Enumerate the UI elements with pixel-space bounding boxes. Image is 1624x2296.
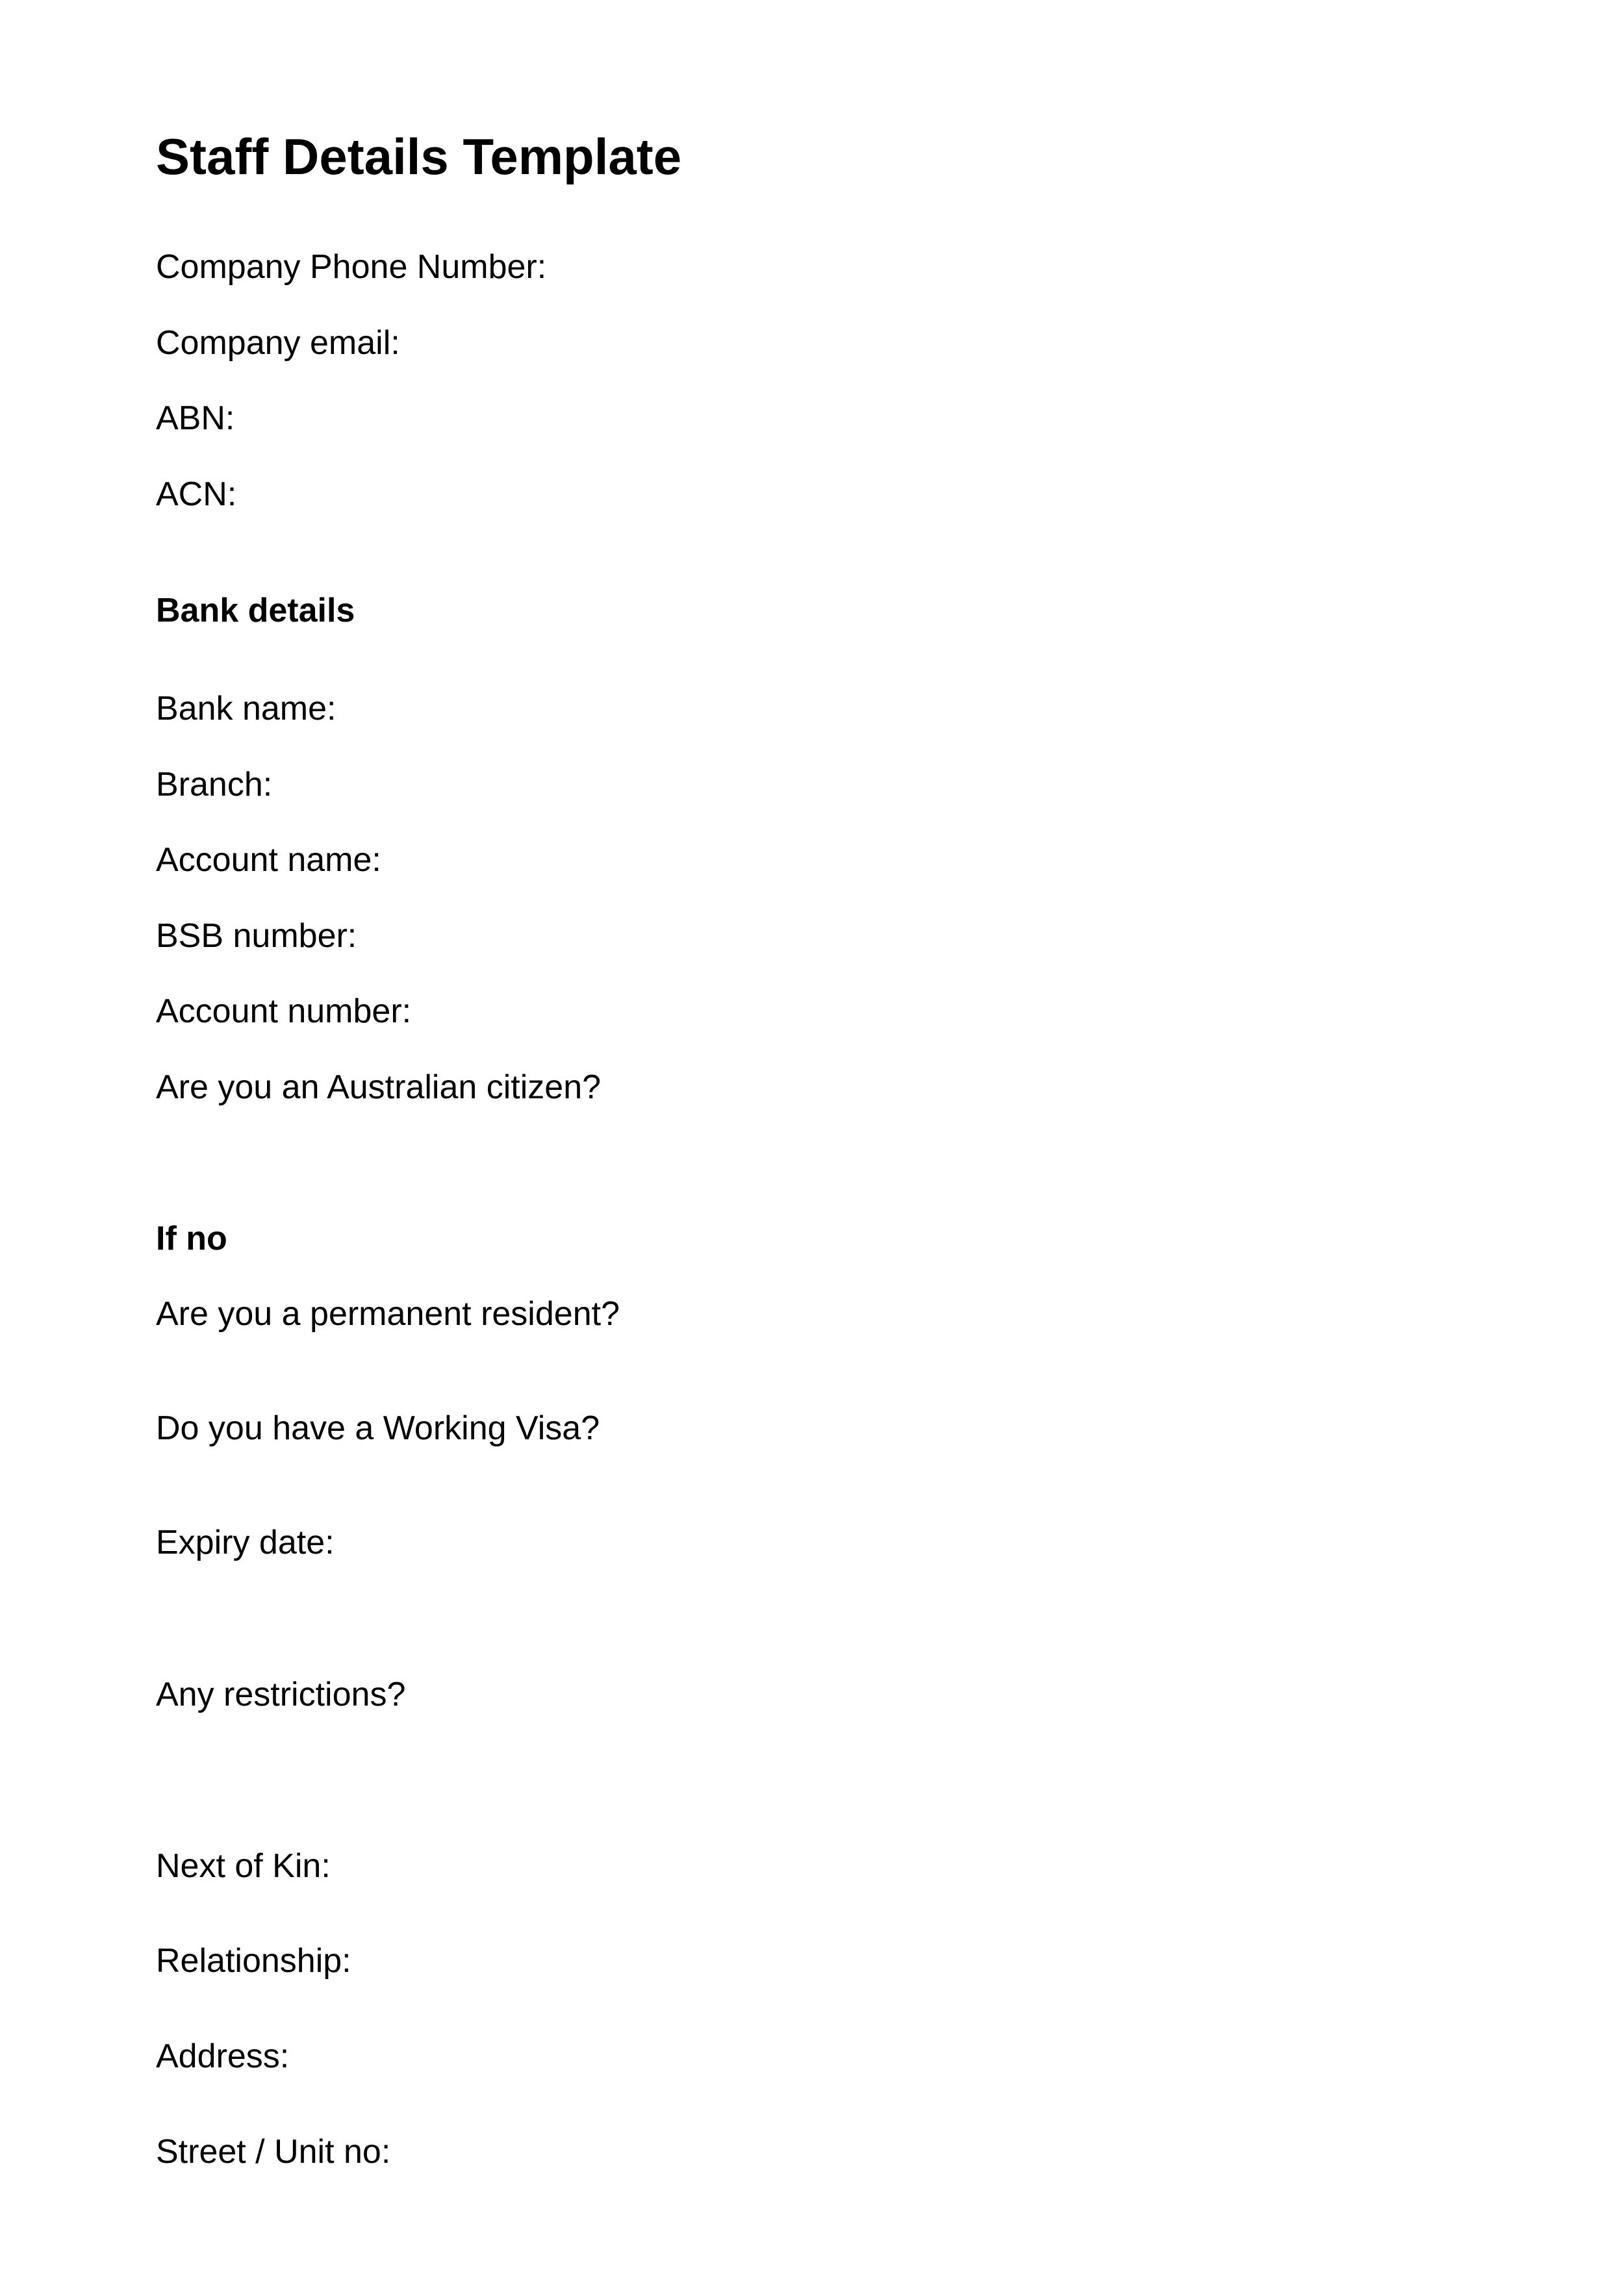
if-no-heading: If no <box>156 1220 227 1257</box>
street-unit-label: Street / Unit no: <box>156 2133 391 2171</box>
bsb-number-label: BSB number: <box>156 917 357 955</box>
account-name-label: Account name: <box>156 841 381 879</box>
bank-details-heading: Bank details <box>156 592 355 629</box>
citizen-question: Are you an Australian citizen? <box>156 1068 602 1106</box>
working-visa-question: Do you have a Working Visa? <box>156 1409 600 1447</box>
page-title: Staff Details Template <box>156 128 682 185</box>
next-of-kin-label: Next of Kin: <box>156 1847 331 1885</box>
expiry-date-label: Expiry date: <box>156 1524 335 1561</box>
company-email-label: Company email: <box>156 324 400 362</box>
branch-label: Branch: <box>156 766 273 803</box>
company-phone-label: Company Phone Number: <box>156 248 547 286</box>
abn-label: ABN: <box>156 399 235 437</box>
account-number-label: Account number: <box>156 992 412 1030</box>
restrictions-question: Any restrictions? <box>156 1676 406 1713</box>
relationship-label: Relationship: <box>156 1942 351 1980</box>
address-label: Address: <box>156 2037 290 2075</box>
bank-name-label: Bank name: <box>156 690 336 727</box>
permanent-resident-question: Are you a permanent resident? <box>156 1295 620 1333</box>
acn-label: ACN: <box>156 475 237 513</box>
